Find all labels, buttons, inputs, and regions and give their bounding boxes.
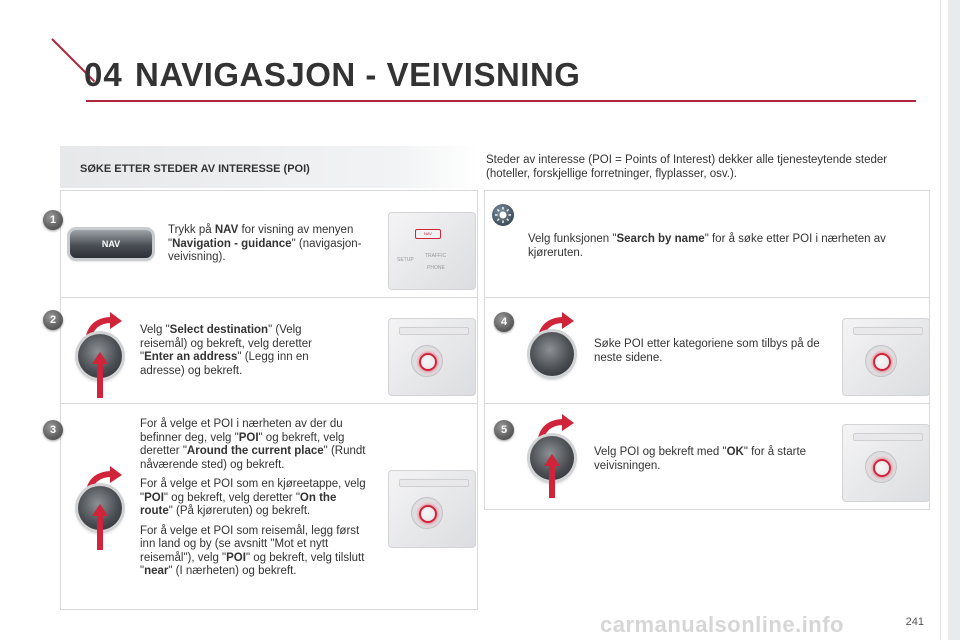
setup-label: SETUP bbox=[397, 257, 414, 263]
phone-label: PHONE bbox=[427, 265, 445, 271]
step-1-text: Trykk på NAV for visning av menyen "Navigation - guidance" (navigasjon-veivisning). bbox=[168, 224, 362, 263]
press-arrow-icon bbox=[92, 504, 108, 550]
page-edge-line bbox=[940, 0, 941, 640]
tip-text: Velg funksjonen "Search by name" for å søke etter POI i nærheten av kjøreruten. bbox=[528, 233, 886, 259]
watermark: carmanualsonline.info bbox=[600, 612, 844, 637]
step-4-badge: 4 bbox=[494, 312, 514, 332]
device-illustration-knob bbox=[842, 318, 930, 396]
step-3-paragraph-2: For å velge et POI som en kjøreetappe, velg "POI" og bekreft, velg deretter "On the route" (På kjøreruten) og bekreft. bbox=[140, 478, 366, 517]
step-3-badge: 3 bbox=[43, 420, 63, 440]
header-rule bbox=[86, 100, 916, 102]
step-separator bbox=[484, 297, 930, 298]
chapter-title: NAVIGASJON - VEIVISNING bbox=[135, 56, 581, 93]
step-3-paragraph-3: For å velge et POI som reisemål, legg først inn land og by (se avsnitt "Mot et nytt reisemål"), velg "POI" og bekreft, velg tilslutt "near" (I nærheten) og bekreft. bbox=[140, 524, 365, 577]
step-separator bbox=[60, 297, 478, 298]
control-knob bbox=[530, 332, 574, 376]
page-number: 241 bbox=[905, 616, 924, 628]
chapter-number: 04 bbox=[84, 56, 123, 93]
device-illustration-nav bbox=[388, 212, 476, 290]
press-arrow-icon bbox=[544, 454, 560, 498]
step-separator bbox=[60, 403, 478, 404]
nav-button[interactable]: NAV bbox=[70, 230, 152, 258]
knob-highlight bbox=[419, 505, 437, 523]
traffic-label: TRAFFIC bbox=[425, 253, 447, 259]
step-2-text: Velg "Select destination" (Velg reisemål) og bekreft, velg deretter "Enter an address" (Legg inn en adresse) og bekreft. bbox=[140, 324, 312, 377]
step-5-badge: 5 bbox=[494, 420, 514, 440]
device-illustration-knob bbox=[388, 318, 476, 396]
press-arrow-icon bbox=[92, 352, 108, 398]
section-header bbox=[60, 146, 480, 188]
page-edge-bar bbox=[948, 0, 960, 640]
device-illustration-knob bbox=[388, 470, 476, 548]
lightbulb-icon bbox=[492, 204, 514, 226]
knob-highlight bbox=[873, 459, 891, 477]
step-separator bbox=[484, 403, 930, 404]
step-1-badge: 1 bbox=[43, 210, 63, 230]
step-2-badge: 2 bbox=[43, 310, 63, 330]
step-3-text bbox=[140, 418, 372, 585]
knob-highlight bbox=[873, 353, 891, 371]
step-4-text: Søke POI etter kategoriene som tilbys på de neste sidene. bbox=[594, 338, 820, 364]
step-5-text: Velg POI og bekreft med "OK" for å starte veivisningen. bbox=[594, 446, 807, 472]
step-3-paragraph-1: For å velge et POI i nærheten av der du befinner deg, velg "POI" og bekreft, velg deretter "Around the current place" (Rundt nåværende sted) og bekreft. bbox=[140, 418, 366, 471]
section-title: SØKE ETTER STEDER AV INTERESSE (POI) bbox=[80, 163, 310, 175]
knob-highlight bbox=[419, 353, 437, 371]
intro-text: Steder av interesse (POI = Points of Interest) dekker alle tjenesteytende steder (hoteller, forskjellige forretninger, flyplasser, osv.). bbox=[486, 154, 888, 180]
device-illustration-knob bbox=[842, 424, 930, 502]
nav-key-highlight: NAV bbox=[415, 229, 441, 239]
